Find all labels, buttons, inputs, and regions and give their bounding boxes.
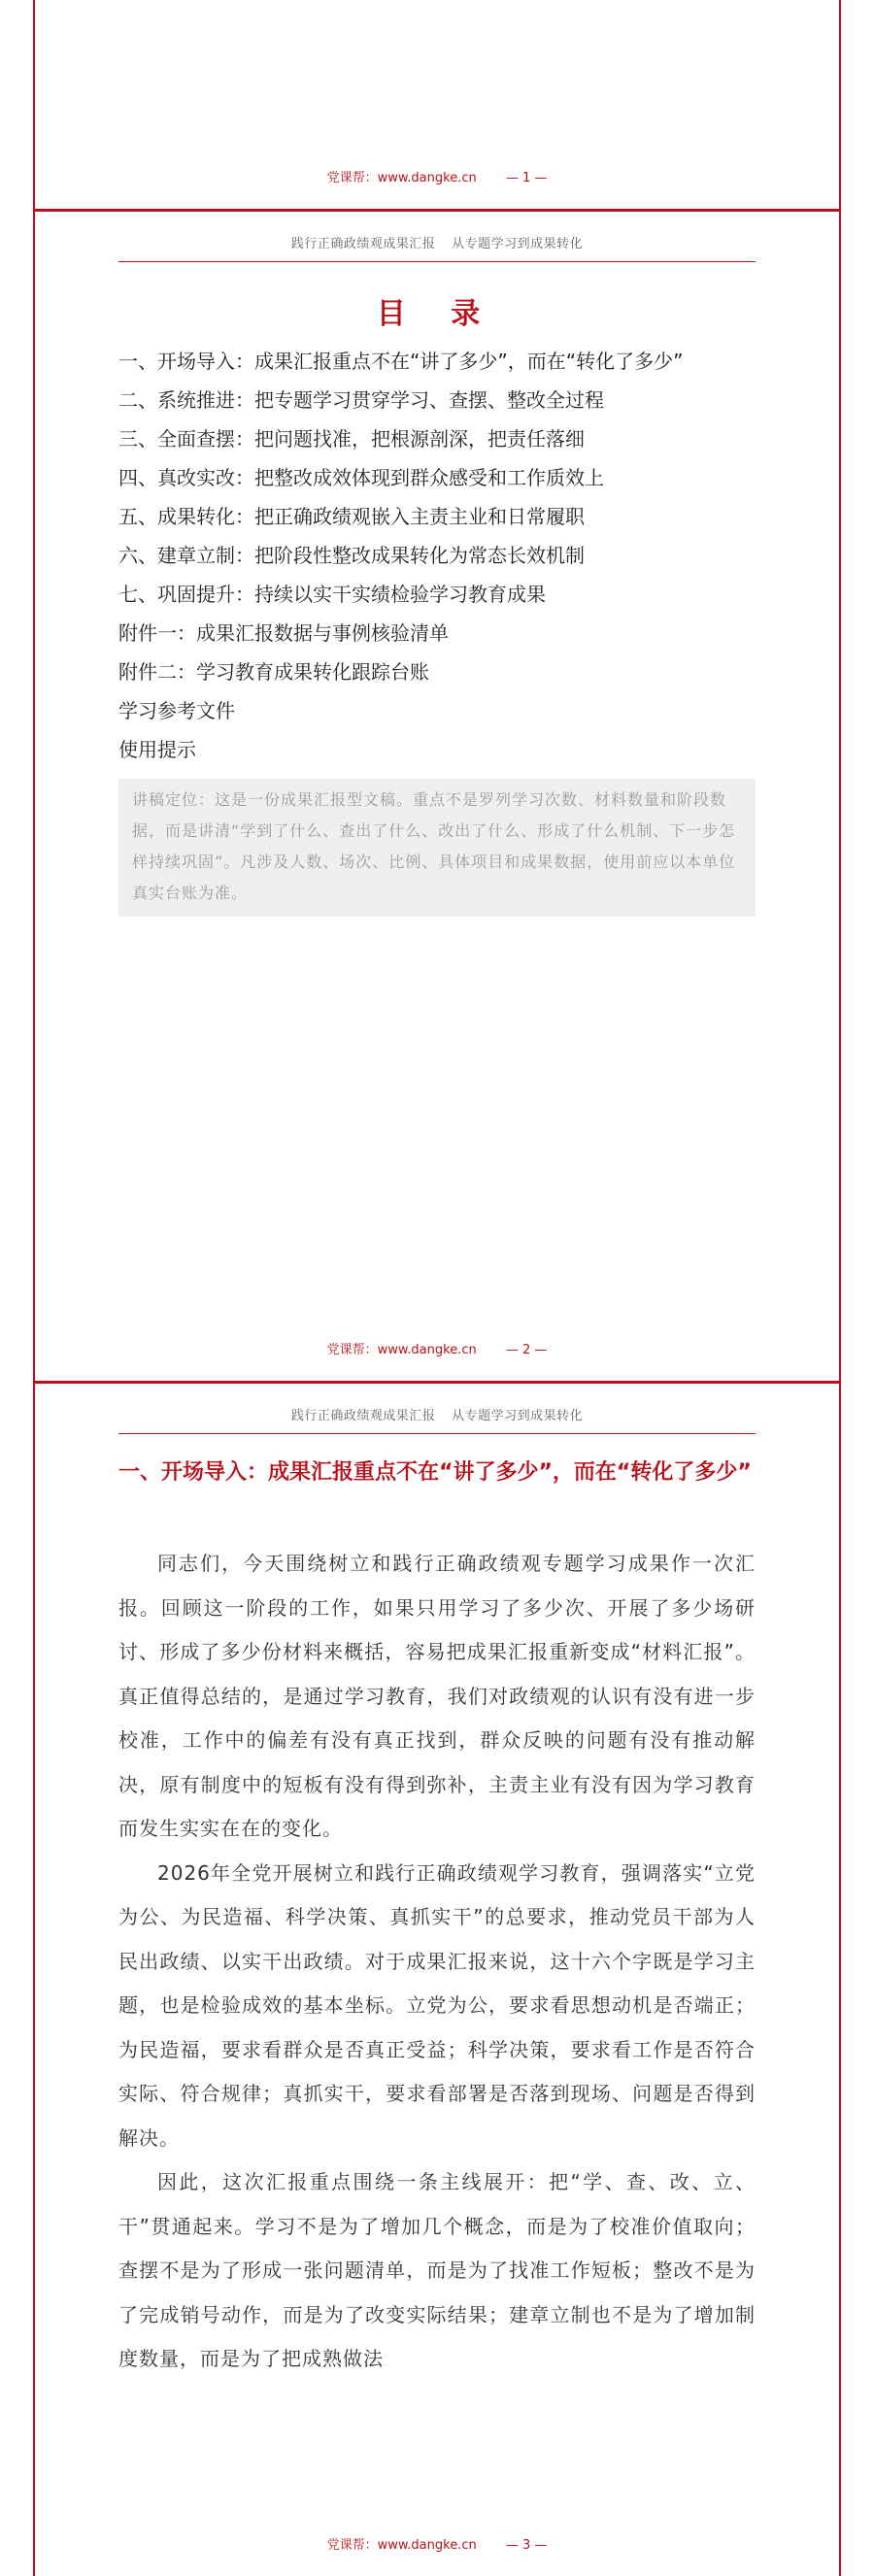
- toc-item-5[interactable]: 五、成果转化：把正确政绩观嵌入主责主业和日常履职: [118, 505, 585, 528]
- running-header: [118, 233, 756, 262]
- header-subtitle: 从专题学习到成果转化: [452, 1409, 584, 1423]
- table-of-contents: [118, 342, 756, 917]
- footer-site: 党课帮：www.dangke.cn: [326, 171, 477, 185]
- section-heading: 一、开场导入：成果汇报重点不在“讲了多少”，而在“转化了多少”: [118, 1460, 752, 1485]
- page-3: [33, 1384, 841, 2576]
- toc-title: 目 录: [376, 297, 498, 331]
- paragraph: 因此，这次汇报重点围绕一条主线展开：把“学、查、改、立、干”贯通起来。学习不是为了增加几个概念，而是为了校准价值取向；查摆不是为了形成一张问题清单，而是为了找准工作短板；整改不是为了完成销号动作，而是为了改变实际结果；建章立制也不是为了增加制度数量，而是为了把成熟做法: [118, 2170, 756, 2370]
- page-number: — 2 —: [505, 1343, 548, 1357]
- toc-item-appendix-1[interactable]: 附件一：成果汇报数据与事例核验清单: [118, 621, 449, 645]
- page-number: — 1 —: [505, 171, 548, 185]
- toc-item-6[interactable]: 六、建章立制：把阶段性整改成果转化为常态长效机制: [118, 544, 585, 567]
- footer-site: 党课帮：www.dangke.cn: [326, 1343, 477, 1357]
- toc-item-2[interactable]: 二、系统推进：把专题学习贯穿学习、查摆、整改全过程: [118, 388, 604, 412]
- paragraph: 同志们，今天围绕树立和践行正确政绩观专题学习成果作一次汇报。回顾这一阶段的工作，如果只用学习了多少次、开展了多少场研讨、形成了多少份材料来概括，容易把成果汇报重新变成“材料汇报”。真正值得总结的，是通过学习教育，我们对政绩观的认识有没有进一步校准，工作中的偏差有没有真正找到，群众反映的问题有没有推动解决，原有制度中的短板有没有得到弥补，主责主业有没有因为学习教育而发生实实在在的变化。: [118, 1552, 756, 1840]
- usage-note: 讲稿定位：这是一份成果汇报型文稿。重点不是罗列学习次数、材料数量和阶段数据，而是讲清“学到了什么、查出了什么、改出了什么、形成了什么机制、下一步怎样持续巩固”。凡涉及人数、场次、比例、具体项目和成果数据，使用前应以本单位真实台账为准。: [118, 779, 756, 917]
- toc-item-7[interactable]: 七、巩固提升：持续以实干实绩检验学习教育成果: [118, 583, 546, 606]
- page-footer: [35, 1339, 839, 1357]
- page-number: — 3 —: [505, 2538, 548, 2553]
- toc-item-references[interactable]: 学习参考文件: [118, 699, 235, 722]
- footer-site: 党课帮：www.dangke.cn: [326, 2538, 477, 2553]
- toc-item-4[interactable]: 四、真改实改：把整改成效体现到群众感受和工作质效上: [118, 466, 604, 489]
- toc-item-1[interactable]: 一、开场导入：成果汇报重点不在“讲了多少”，而在“转化了多少”: [118, 350, 684, 373]
- page-2: [33, 212, 841, 1384]
- toc-item-appendix-2[interactable]: 附件二：学习教育成果转化跟踪台账: [118, 660, 429, 684]
- running-header: [118, 1405, 756, 1434]
- section-body: [118, 1542, 756, 2382]
- page-footer: [35, 2534, 839, 2553]
- toc-item-3[interactable]: 三、全面查摆：把问题找准，把根源剖深，把责任落细: [118, 427, 585, 451]
- page-footer: [35, 167, 839, 185]
- header-title: 践行正确政绩观成果汇报: [290, 237, 436, 251]
- page-1: [33, 0, 841, 212]
- paragraph: 2026年全党开展树立和践行正确政绩观学习教育，强调落实“立党为公、为民造福、科学决策、真抓实干”的总要求，推动党员干部为人民出政绩、以实干出政绩。对于成果汇报来说，这十六个字既是学习主题，也是检验成效的基本坐标。立党为公，要求看思想动机是否端正；为民造福，要求看群众是否真正受益；科学决策，要求看工作是否符合实际、符合规律；真抓实干，要求看部署是否落到现场、问题是否得到解决。: [118, 1860, 756, 2150]
- header-subtitle: 从专题学习到成果转化: [452, 237, 584, 251]
- header-title: 践行正确政绩观成果汇报: [290, 1409, 436, 1423]
- toc-item-usage-tips[interactable]: 使用提示: [118, 738, 196, 761]
